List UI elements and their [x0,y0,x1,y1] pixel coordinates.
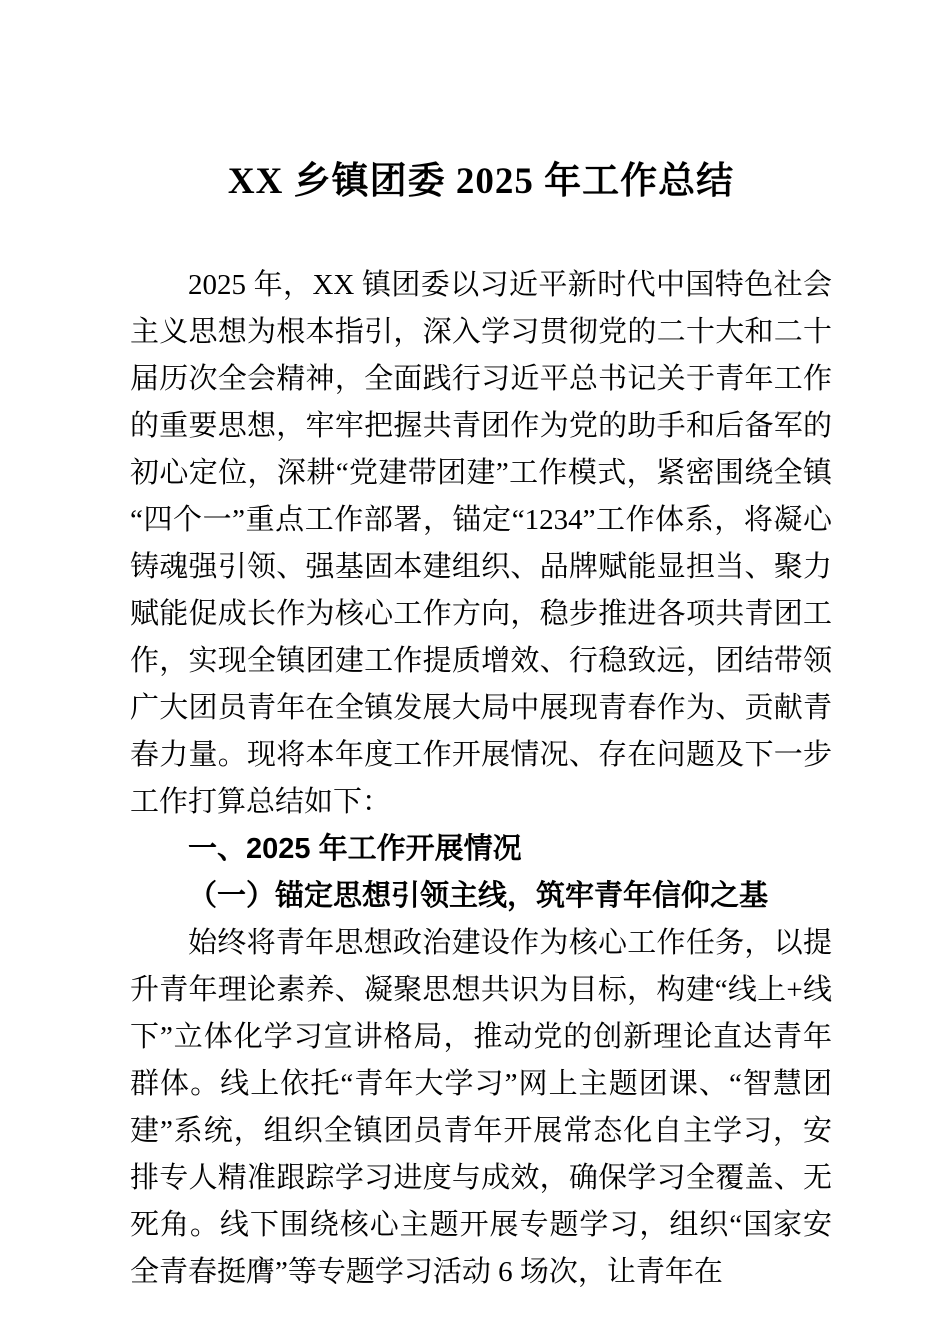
paragraph: 始终将青年思想政治建设作为核心工作任务，以提升青年理论素养、凝聚思想共识为目标，构建“线上+线下”立体化学习宣讲格局，推动党的创新理论直达青年群体。线上依托“青年大学习”网上主题团课、“智慧团建”系统，组织全镇团员青年开展常态化自主学习，安排专人精准跟踪学习进度与成效，确保学习全覆盖、无死角。线下围绕核心主题开展专题学习，组织“国家安全青春挺膺”等专题学习活动 6 场次，让青年在 [130,927,832,1289]
sub-section-heading: （一）锚定思想引领主线，筑牢青年信仰之基 [188,880,769,913]
paragraph-list [130,262,832,1296]
paragraph: 2025 年，XX 镇团委以习近平新时代中国特色社会主义思想为根本指引，深入学习贯彻党的二十大和二十届历次全会精神，全面践行习近平总书记关于青年工作的重要思想，牢牢把握共青团作为党的助手和后备军的初心定位，深耕“党建带团建”工作模式，紧密围绕全镇“四个一”重点工作部署，锚定“1234”工作体系，将凝心铸魂强引领、强基固本建组织、品牌赋能显担当、聚力赋能促成长作为核心工作方向，稳步推进各项共青团工作，实现全镇团建工作提质增效、行稳致远，团结带领广大团员青年在全镇发展大局中展现青春作为、贡献青春力量。现将本年度工作开展情况、存在问题及下一步工作打算总结如下： [130,269,832,819]
document-content [130,160,832,1296]
section-heading: 一、2025 年工作开展情况 [188,833,522,866]
document-title: XX 乡镇团委 2025 年工作总结 [227,161,735,202]
